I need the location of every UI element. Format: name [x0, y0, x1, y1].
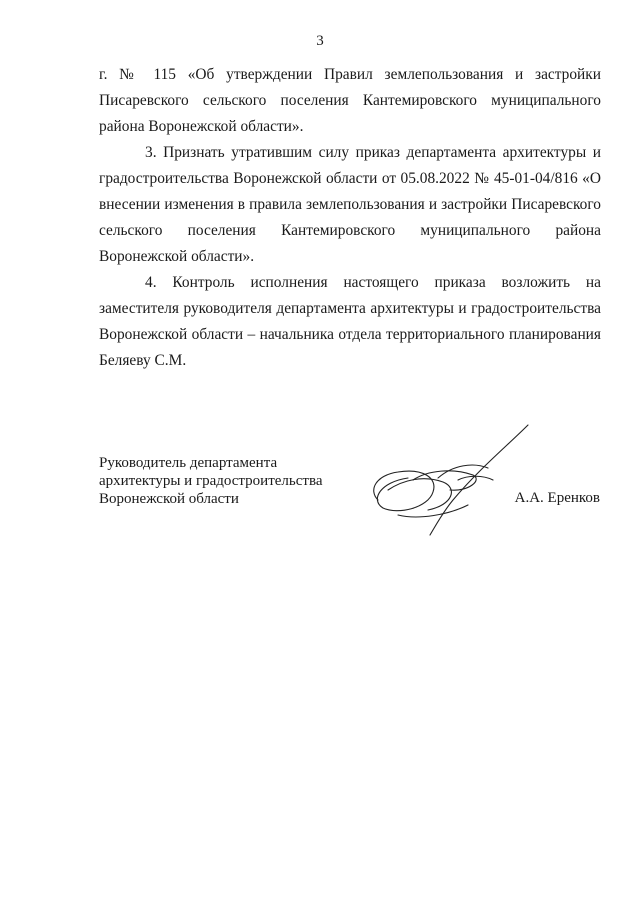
paragraph-item-4: 4. Контроль исполнения настоящего приказа возложить на заместителя руководителя департамента архитектуры и градостроительства Воронежской области – начальника отдела территориального планирования Беляеву С.М.	[99, 274, 601, 369]
signatory-position-line-2: архитектуры и градостроительства	[99, 473, 323, 489]
signatory-position	[99, 454, 322, 508]
signatory-position-line-1: Руководитель департамента	[99, 455, 278, 471]
signatory-position-line-3: Воронежской области	[99, 491, 239, 507]
page-number: 3	[316, 33, 324, 49]
paragraph-continuation: г. № 115 «Об утверждении Правил землепользования и застройки Писаревского сельского поселения Кантемировского муниципального района Воронежской области».	[99, 66, 601, 135]
paragraph-item-3: 3. Признать утратившим силу приказ департамента архитектуры и градостроительства Воронежской области от 05.08.2022 № 45-01-04/816 «О внесении изменения в правила землепользования и застройки Писаревского сельского поселения Кантемировского муниципального района Воронежской области».	[99, 144, 601, 265]
handwritten-signature	[358, 420, 538, 540]
signatory-name: А.А. Еренков	[514, 490, 600, 506]
document-body	[99, 62, 601, 374]
